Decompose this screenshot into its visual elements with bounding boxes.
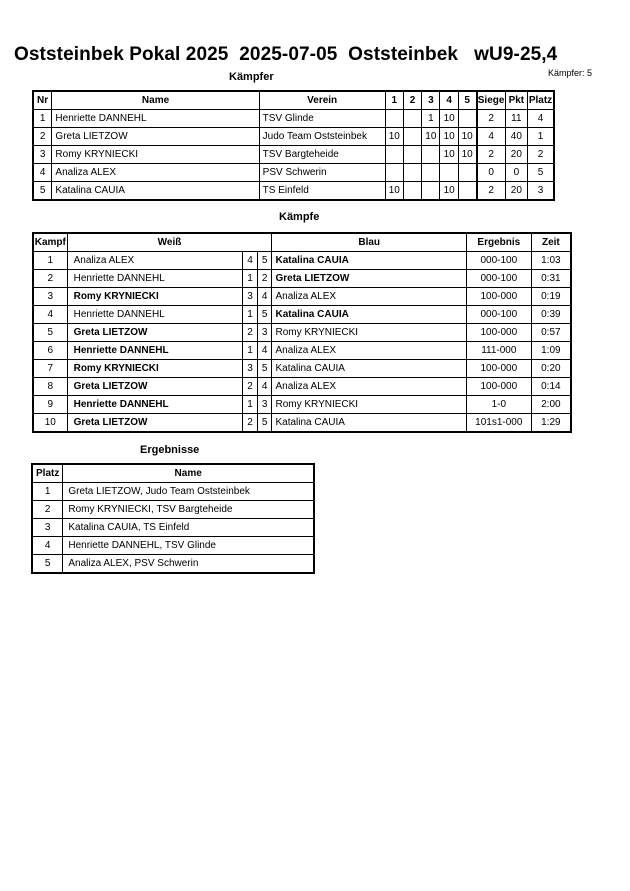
fight-number: 9 bbox=[33, 396, 67, 414]
result-name: Analiza ALEX, PSV Schwerin bbox=[63, 555, 314, 574]
col-blau: Blau bbox=[272, 233, 466, 252]
fight-ergebnis: 101s1-000 bbox=[466, 414, 531, 433]
result-platz: 3 bbox=[32, 519, 63, 537]
fight-number: 4 bbox=[33, 306, 67, 324]
col-2: 2 bbox=[403, 91, 421, 110]
fight-zeit: 1:29 bbox=[531, 414, 571, 433]
fight-weiss-nr: 1 bbox=[243, 306, 258, 324]
fight-row bbox=[33, 306, 571, 324]
pool-name: Analiza ALEX bbox=[52, 164, 259, 182]
fight-row bbox=[33, 288, 571, 306]
fight-weiss-nr: 2 bbox=[243, 324, 258, 342]
fight-row bbox=[33, 414, 571, 433]
pool-score-1 bbox=[385, 146, 403, 164]
fights-heading: Kämpfe bbox=[279, 211, 320, 223]
fight-weiss-nr: 4 bbox=[243, 252, 258, 270]
pool-verein: TS Einfeld bbox=[259, 182, 385, 201]
fight-blau-nr: 4 bbox=[257, 342, 272, 360]
pool-score-3 bbox=[422, 164, 440, 182]
pool-heading: Kämpfer bbox=[229, 71, 274, 83]
fight-row bbox=[33, 252, 571, 270]
pool-score-3 bbox=[422, 182, 440, 201]
fight-zeit: 2:00 bbox=[531, 396, 571, 414]
pool-verein: TSV Glinde bbox=[259, 110, 385, 128]
fight-weiss: Henriette DANNEHL bbox=[67, 396, 243, 414]
fight-blau: Greta LIETZOW bbox=[272, 270, 466, 288]
result-platz: 1 bbox=[32, 483, 63, 501]
fight-ergebnis: 111-000 bbox=[466, 342, 531, 360]
result-row bbox=[32, 519, 314, 537]
pool-nr: 3 bbox=[33, 146, 52, 164]
col-name: Name bbox=[63, 464, 314, 483]
pool-name: Henriette DANNEHL bbox=[52, 110, 259, 128]
result-row bbox=[32, 555, 314, 574]
fight-weiss-nr: 2 bbox=[243, 414, 258, 433]
pool-nr: 5 bbox=[33, 182, 52, 201]
col-zeit: Zeit bbox=[531, 233, 571, 252]
fight-zeit: 0:57 bbox=[531, 324, 571, 342]
fight-ergebnis: 000-100 bbox=[466, 270, 531, 288]
fight-weiss: Greta LIETZOW bbox=[67, 414, 243, 433]
pool-score-2 bbox=[403, 164, 421, 182]
fight-weiss: Greta LIETZOW bbox=[67, 324, 243, 342]
pool-verein: PSV Schwerin bbox=[259, 164, 385, 182]
col-1: 1 bbox=[385, 91, 403, 110]
fight-row bbox=[33, 378, 571, 396]
fight-row bbox=[33, 270, 571, 288]
pool-pkt: 40 bbox=[505, 128, 527, 146]
results-header-row bbox=[32, 464, 314, 483]
fight-blau: Romy KRYNIECKI bbox=[272, 324, 466, 342]
pool-name: Greta LIETZOW bbox=[52, 128, 259, 146]
fight-blau-nr: 4 bbox=[257, 288, 272, 306]
col-platz: Platz bbox=[528, 91, 554, 110]
pool-score-2 bbox=[403, 146, 421, 164]
pool-platz: 1 bbox=[528, 128, 554, 146]
pool-nr: 2 bbox=[33, 128, 52, 146]
pool-table bbox=[32, 90, 555, 201]
pool-row bbox=[33, 182, 554, 201]
fight-row bbox=[33, 396, 571, 414]
pool-name: Romy KRYNIECKI bbox=[52, 146, 259, 164]
result-platz: 4 bbox=[32, 537, 63, 555]
pool-score-2 bbox=[403, 128, 421, 146]
pool-score-5 bbox=[458, 182, 476, 201]
fight-weiss-nr: 1 bbox=[243, 396, 258, 414]
fight-blau-nr: 3 bbox=[257, 396, 272, 414]
col-name: Name bbox=[52, 91, 259, 110]
fight-number: 5 bbox=[33, 324, 67, 342]
fight-weiss: Henriette DANNEHL bbox=[67, 306, 243, 324]
pool-score-2 bbox=[403, 110, 421, 128]
pool-score-1: 10 bbox=[385, 128, 403, 146]
fight-weiss-nr: 3 bbox=[243, 360, 258, 378]
pool-score-5 bbox=[458, 164, 476, 182]
pool-row bbox=[33, 110, 554, 128]
fight-number: 1 bbox=[33, 252, 67, 270]
pool-score-1 bbox=[385, 164, 403, 182]
pool-nr: 4 bbox=[33, 164, 52, 182]
fight-blau: Katalina CAUIA bbox=[272, 306, 466, 324]
fight-row bbox=[33, 342, 571, 360]
pool-score-4: 10 bbox=[440, 110, 458, 128]
pool-platz: 4 bbox=[528, 110, 554, 128]
pool-platz: 5 bbox=[528, 164, 554, 182]
pool-row bbox=[33, 146, 554, 164]
pool-verein: Judo Team Oststeinbek bbox=[259, 128, 385, 146]
fight-number: 2 bbox=[33, 270, 67, 288]
fight-ergebnis: 000-100 bbox=[466, 306, 531, 324]
fight-blau: Katalina CAUIA bbox=[272, 252, 466, 270]
fight-blau: Analiza ALEX bbox=[272, 342, 466, 360]
pool-pkt: 0 bbox=[505, 164, 527, 182]
pool-siege: 2 bbox=[477, 182, 506, 201]
pool-platz: 2 bbox=[528, 146, 554, 164]
fight-ergebnis: 100-000 bbox=[466, 378, 531, 396]
fight-blau-nr: 3 bbox=[257, 324, 272, 342]
pool-score-3 bbox=[422, 146, 440, 164]
fight-zeit: 1:09 bbox=[531, 342, 571, 360]
fight-blau: Analiza ALEX bbox=[272, 288, 466, 306]
pool-siege: 2 bbox=[477, 146, 506, 164]
fight-number: 8 bbox=[33, 378, 67, 396]
pool-row bbox=[33, 164, 554, 182]
col-nr: Nr bbox=[33, 91, 52, 110]
result-name: Romy KRYNIECKI, TSV Bargteheide bbox=[63, 501, 314, 519]
fight-number: 3 bbox=[33, 288, 67, 306]
pool-header-row bbox=[33, 91, 554, 110]
pool-verein: TSV Bargteheide bbox=[259, 146, 385, 164]
fight-weiss: Analiza ALEX bbox=[67, 252, 243, 270]
fight-blau: Analiza ALEX bbox=[272, 378, 466, 396]
pool-score-3: 1 bbox=[422, 110, 440, 128]
fight-number: 7 bbox=[33, 360, 67, 378]
pool-score-5: 10 bbox=[458, 128, 476, 146]
result-name: Greta LIETZOW, Judo Team Oststeinbek bbox=[63, 483, 314, 501]
fights-table bbox=[32, 232, 572, 433]
kaempfer-count: Kämpfer: 5 bbox=[548, 68, 593, 78]
col-siege: Siege bbox=[477, 91, 506, 110]
fight-weiss-nr: 3 bbox=[243, 288, 258, 306]
col-5: 5 bbox=[458, 91, 476, 110]
fight-blau-nr: 5 bbox=[257, 306, 272, 324]
col-3: 3 bbox=[422, 91, 440, 110]
fight-weiss: Henriette DANNEHL bbox=[67, 342, 243, 360]
col-pkt: Pkt bbox=[505, 91, 527, 110]
fight-row bbox=[33, 324, 571, 342]
pool-pkt: 20 bbox=[505, 182, 527, 201]
result-platz: 2 bbox=[32, 501, 63, 519]
fight-weiss: Henriette DANNEHL bbox=[67, 270, 243, 288]
fight-ergebnis: 100-000 bbox=[466, 324, 531, 342]
fight-weiss: Romy KRYNIECKI bbox=[67, 288, 243, 306]
pool-score-5 bbox=[458, 110, 476, 128]
col-kampf: Kampf bbox=[33, 233, 67, 252]
fight-blau-nr: 2 bbox=[257, 270, 272, 288]
page-title: Oststeinbek Pokal 2025 2025-07-05 Oststeinbek wU9-25,4 bbox=[14, 44, 558, 65]
results-heading: Ergebnisse bbox=[140, 444, 200, 456]
result-platz: 5 bbox=[32, 555, 63, 574]
result-name: Katalina CAUIA, TS Einfeld bbox=[63, 519, 314, 537]
fight-weiss-nr: 2 bbox=[243, 378, 258, 396]
pool-platz: 3 bbox=[528, 182, 554, 201]
fight-blau-nr: 5 bbox=[257, 414, 272, 433]
result-row bbox=[32, 537, 314, 555]
pool-score-4: 10 bbox=[440, 182, 458, 201]
pool-nr: 1 bbox=[33, 110, 52, 128]
fight-blau-nr: 5 bbox=[257, 252, 272, 270]
result-name: Henriette DANNEHL, TSV Glinde bbox=[63, 537, 314, 555]
col-ergebnis: Ergebnis bbox=[466, 233, 531, 252]
fight-weiss-nr: 1 bbox=[243, 270, 258, 288]
pool-pkt: 11 bbox=[505, 110, 527, 128]
result-row bbox=[32, 501, 314, 519]
fight-zeit: 0:31 bbox=[531, 270, 571, 288]
fight-number: 10 bbox=[33, 414, 67, 433]
fight-weiss-nr: 1 bbox=[243, 342, 258, 360]
pool-score-1 bbox=[385, 110, 403, 128]
fight-weiss: Greta LIETZOW bbox=[67, 378, 243, 396]
col-4: 4 bbox=[440, 91, 458, 110]
pool-name: Katalina CAUIA bbox=[52, 182, 259, 201]
fight-blau: Katalina CAUIA bbox=[272, 414, 466, 433]
fight-zeit: 0:19 bbox=[531, 288, 571, 306]
fight-zeit: 0:39 bbox=[531, 306, 571, 324]
fight-ergebnis: 100-000 bbox=[466, 360, 531, 378]
pool-score-4: 10 bbox=[440, 128, 458, 146]
pool-score-2 bbox=[403, 182, 421, 201]
col-weiss: Weiß bbox=[67, 233, 272, 252]
pool-score-4: 10 bbox=[440, 146, 458, 164]
fight-blau-nr: 5 bbox=[257, 360, 272, 378]
fight-blau: Katalina CAUIA bbox=[272, 360, 466, 378]
fight-blau: Romy KRYNIECKI bbox=[272, 396, 466, 414]
col-platz: Platz bbox=[32, 464, 63, 483]
results-table bbox=[31, 463, 315, 574]
fight-weiss: Romy KRYNIECKI bbox=[67, 360, 243, 378]
fight-ergebnis: 100-000 bbox=[466, 288, 531, 306]
fight-ergebnis: 1-0 bbox=[466, 396, 531, 414]
fight-zeit: 1:03 bbox=[531, 252, 571, 270]
result-row bbox=[32, 483, 314, 501]
pool-siege: 4 bbox=[477, 128, 506, 146]
fights-header-row bbox=[33, 233, 571, 252]
col-verein: Verein bbox=[259, 91, 385, 110]
fight-number: 6 bbox=[33, 342, 67, 360]
pool-score-1: 10 bbox=[385, 182, 403, 201]
fight-ergebnis: 000-100 bbox=[466, 252, 531, 270]
fight-row bbox=[33, 360, 571, 378]
pool-score-3: 10 bbox=[422, 128, 440, 146]
pool-pkt: 20 bbox=[505, 146, 527, 164]
pool-score-4 bbox=[440, 164, 458, 182]
fight-blau-nr: 4 bbox=[257, 378, 272, 396]
pool-siege: 0 bbox=[477, 164, 506, 182]
pool-siege: 2 bbox=[477, 110, 506, 128]
pool-score-5: 10 bbox=[458, 146, 476, 164]
fight-zeit: 0:14 bbox=[531, 378, 571, 396]
pool-row bbox=[33, 128, 554, 146]
fight-zeit: 0:20 bbox=[531, 360, 571, 378]
